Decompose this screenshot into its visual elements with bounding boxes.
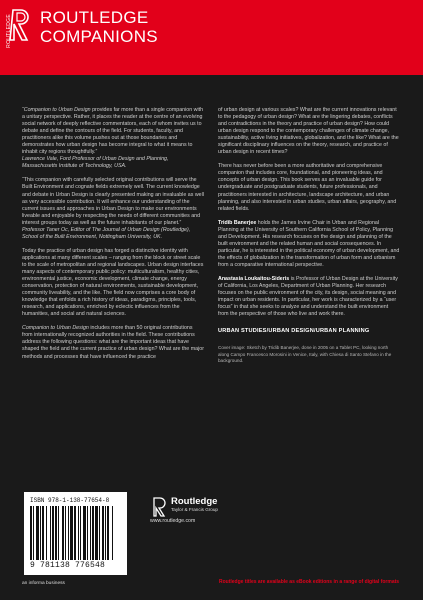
vertical-brand-mark: ROUTLEDGE — [6, 14, 12, 48]
quote-1-attribution: Lawrence Vale, Ford Professor of Urban Design and Planning, Massachusetts Institute of Technology, USA. — [22, 156, 169, 170]
isbn-text: ISBN 978-1-138-77654-8 — [30, 497, 110, 504]
author-bio-1 — [218, 220, 400, 269]
barcode-number: 9 781138 776548 — [30, 561, 106, 570]
quote-1-body: provides far more than a single companion with a unitary perspective. Rather, it places the reader at the centre of an evolving social network of deeply reflective commentators, each of whom invites us to debate and define the contours of the field. For students, faculty, and practitioners alike this volume pushes out at those boundaries and demonstrates how urban design has become integral to what it means to inhabit city regions thoughtfully.” — [22, 107, 204, 156]
quote-1-lead: “Companion to Urban Design — [22, 107, 91, 113]
author-bio-1-body: holds the James Irvine Chair in Urban and Regional Planning at the University of Southern California School of Policy, Planning and Development. His research focuses on the design and planning of the built environment and the related human and social consequences. In particular, he is interested in the political economy of urban development, and the effects of globalization in the transformation of urban form and urbanism from a comparative international perspective. — [218, 219, 400, 268]
cover-credit: Cover image: Sketch by Tridib Banerjee, done in 2005 on a Tablet PC, looking north along Campo Francesco Morosini in Venice, Italy, with Chiesa di Santo Stefano in the background. — [218, 345, 392, 363]
barcode-icon — [30, 506, 121, 560]
description-paragraph: Today the practice of urban design has forged a distinctive identity with applications at many different scales – ranging from the block or street scale to the scale of metropolitan and regional landscapes. Urban design interfaces many aspects of contemporary public policy: multiculturalism, healthy cities, environmental justice, economic development, climate change, energy conservation, protection of natural environments, sustainable development, community liveability, and the like. The field now comprises a core body of knowledge that enfolds a rich history of ideas, paradigms, principles, tools, research, and applications, enriched by eclectic influences from the humanities, and social and natural sciences. — [22, 247, 204, 318]
brand-title-top: ROUTLEDGE — [40, 8, 149, 27]
header-band — [0, 0, 423, 75]
publisher-url[interactable]: www.routledge.com — [150, 518, 196, 524]
right-column — [218, 107, 400, 371]
ebook-note: Routledge titles are available as eBook editions in a range of digital formats — [219, 579, 400, 585]
author-name-2: Anastasia Loukaitou-Sideris — [218, 275, 290, 282]
author-name-1: Tridib Banerjee — [218, 219, 257, 226]
brand-title-bottom: COMPANIONS — [40, 27, 158, 46]
contributions-paragraph — [22, 325, 204, 360]
publisher-subtitle: Taylor & Francis Group — [171, 507, 218, 512]
book-title-inline: Companion to Urban Design — [22, 325, 89, 332]
publisher-name: Routledge — [171, 496, 218, 507]
author-bio-2-body: is Professor of Urban Design at the University of California, Los Angeles, Department of Urban Planning. Her research focuses on the public environment of the city, its design, social meaning and impact on urban residents. In particular, her work is characterized by a “user focus” in that she seeks to analyze and understand the built environment from the perspective of those who live and work there. — [218, 275, 398, 318]
continued-paragraph: of urban design at various scales? What are the current innovations relevant to the pedagogy of urban design? What are the lingering debates, conflicts and contradictions in the theory and practice of urban design? How could urban design respond to the contemporary challenges of climate change, sustainability, active living initiatives, globalization, and the like? What are the significant disciplinary influences on the theory, research, and practice of urban design in recent times? — [218, 107, 399, 156]
publisher-logo-icon — [152, 497, 168, 517]
resource-paragraph: There has never before been a more authoritative and comprehensive companion that includes core, foundational, and pioneering ideas, and concepts of urban design. This book serves as an invaluable guide for undergraduate and postgraduate students, future professionals, and practitioners interested in architecture, landscape architecture, and urban planning, and also interested in urban studies, urban affairs, geography, and related fields. — [218, 163, 397, 212]
quote-1 — [22, 107, 204, 170]
contributions-body: includes more than 50 original contributions from internationally recognized authorities in the field. These contributions address the following questions: what are the important ideas that have shaped the field and the current practice of urban design? What are the major methods and processes that have influenced the practice — [22, 325, 204, 360]
barcode-panel — [24, 492, 127, 575]
subject-heading: URBAN STUDIES/URBAN DESIGN/URBAN PLANNING — [218, 328, 370, 335]
informa-label: an informa business — [22, 581, 65, 586]
quote-2 — [22, 177, 204, 240]
left-column — [22, 107, 204, 368]
routledge-logo-icon — [9, 8, 31, 52]
quote-2-attribution: Professor Taner Oc, Editor of The Journal of Urban Design (Routledge), School of the Built Environment, Nottingham University, UK. — [22, 226, 191, 240]
author-bio-2 — [218, 276, 400, 318]
quote-2-body: “This companion with carefully selected original contributions will serve the Built Environment and cognate fields extremely well. The current knowledge and debate in Urban Design is clearly presented making an invaluable as well as very accessible contribution. It will enhance our understanding of the current issues and approaches in Urban Design to make our environments liveable and enjoyable by respecting the needs of different communities and interest groups today as well as the future inhabitants of our planet.” — [22, 177, 204, 226]
